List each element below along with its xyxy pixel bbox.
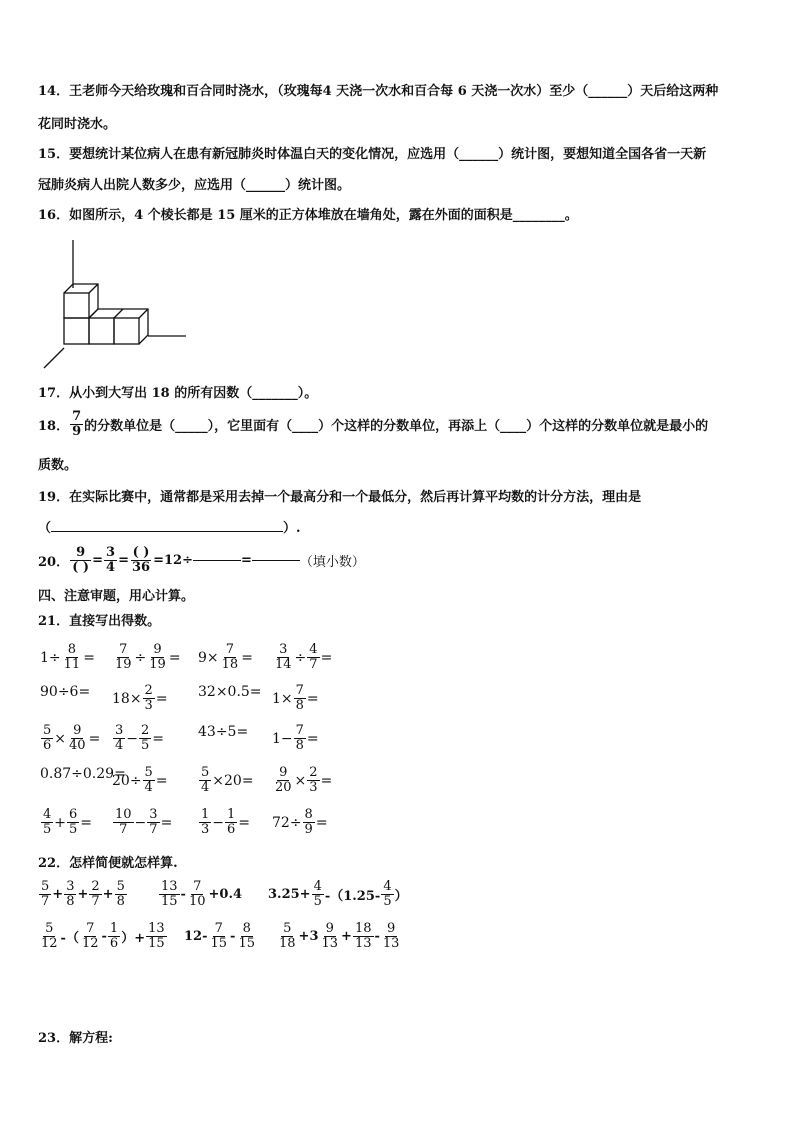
q22-e2 bbox=[158, 880, 242, 909]
q21-item-1-2 bbox=[112, 643, 181, 672]
q22-e5 bbox=[184, 922, 258, 951]
q21-item-4-3 bbox=[198, 766, 254, 795]
q20-blank1[interactable] bbox=[193, 560, 241, 561]
fraction: $\frac{9}{20}$ bbox=[275, 765, 292, 795]
expr-text: 1− bbox=[272, 730, 293, 747]
fraction: $\frac{8}{9}$ bbox=[304, 807, 313, 837]
expr-text: = bbox=[320, 772, 333, 789]
q18-line1 bbox=[38, 410, 708, 439]
q18-denominator: 9 bbox=[72, 424, 82, 439]
expr-text: = bbox=[320, 649, 333, 666]
q18-number: 18． bbox=[38, 419, 70, 434]
fraction: $\frac{5}{7}$ bbox=[41, 879, 50, 909]
expr-text: -（1.25- bbox=[324, 889, 381, 904]
q20-frac1-num: 9 bbox=[70, 546, 91, 561]
q20-eq2: = bbox=[118, 553, 129, 568]
expr-text: ÷ bbox=[294, 649, 307, 666]
expr-text: = bbox=[241, 649, 253, 666]
q20-line bbox=[38, 546, 365, 575]
expr-text: 20÷ bbox=[112, 772, 142, 789]
q15-line2: 冠肺炎病人出院人数多少，应选用（______）统计图。 bbox=[38, 178, 351, 193]
q21-item-4-4 bbox=[272, 766, 332, 795]
fraction: $\frac{3}{8}$ bbox=[66, 879, 75, 909]
fraction: $\frac{2}{5}$ bbox=[141, 723, 150, 753]
expr-text: - bbox=[101, 929, 107, 944]
fraction: $\frac{5}{4}$ bbox=[201, 765, 210, 795]
q22-e3 bbox=[268, 880, 408, 909]
fraction: $\frac{3}{4}$ bbox=[115, 723, 124, 753]
q22-e4 bbox=[38, 922, 168, 951]
fraction: $\frac{7}{19}$ bbox=[115, 642, 132, 672]
expr-text: = bbox=[238, 814, 251, 831]
expr-text: +0.4 bbox=[208, 887, 243, 902]
q20-frac3 bbox=[130, 546, 152, 575]
q20-eq1: = bbox=[92, 553, 104, 568]
fraction: $\frac{5}{18}$ bbox=[279, 921, 296, 951]
expr-text: = bbox=[155, 772, 168, 789]
q20-note: （填小数） bbox=[299, 555, 365, 570]
expr-text: - bbox=[180, 887, 186, 902]
expr-text: = bbox=[83, 649, 95, 666]
expr-text: × bbox=[294, 772, 307, 789]
q20-frac2-num: 3 bbox=[106, 545, 116, 560]
q21-title: 21．直接写出得数。 bbox=[38, 614, 161, 629]
expr-text: 90÷6= bbox=[40, 684, 91, 700]
q21-item-3-3 bbox=[198, 724, 248, 740]
fraction: $\frac{2}{3}$ bbox=[309, 765, 318, 795]
fraction: $\frac{8}{15}$ bbox=[238, 921, 255, 951]
section4-heading: 四、注意审题，用心计算。 bbox=[38, 589, 195, 604]
q20-frac2-den: 4 bbox=[106, 560, 116, 575]
fraction: $\frac{5}{8}$ bbox=[116, 879, 125, 909]
expr-text: + bbox=[298, 929, 310, 944]
fraction: $\frac{1}{3}$ bbox=[201, 807, 210, 837]
q22-e6 bbox=[276, 922, 402, 951]
fraction: $\frac{7}{18}$ bbox=[221, 642, 239, 672]
q21-item-5-4 bbox=[272, 808, 328, 837]
q20-frac2 bbox=[104, 546, 117, 575]
q21-item-3-2 bbox=[112, 724, 164, 753]
fraction: $\frac{9}{13}$ bbox=[321, 921, 339, 951]
q21-item-1-1 bbox=[40, 643, 95, 672]
expr-text: = bbox=[315, 814, 328, 831]
q23-title: 23．解方程: bbox=[38, 1031, 113, 1046]
expr-text: = bbox=[88, 730, 101, 747]
fraction: $\frac{13}{15}$ bbox=[161, 879, 178, 909]
q21-item-3-1 bbox=[40, 724, 100, 753]
expr-text: = bbox=[155, 690, 168, 707]
fraction: $\frac{8}{11}$ bbox=[63, 642, 81, 672]
fraction: $\frac{7}{10}$ bbox=[188, 879, 206, 909]
expr-text: 72÷ bbox=[272, 814, 302, 831]
q18-line2: 质数。 bbox=[38, 458, 78, 473]
expr-text: + bbox=[52, 887, 64, 902]
q19-open-paren: （ bbox=[38, 521, 52, 536]
expr-text: − bbox=[134, 814, 147, 831]
expr-text: = bbox=[306, 690, 319, 707]
fraction: $\frac{6}{5}$ bbox=[69, 807, 78, 837]
expr-text: ÷ bbox=[134, 649, 147, 666]
expr-text: = bbox=[306, 730, 319, 747]
expr-text: = bbox=[160, 814, 173, 831]
expr-text: ）+ bbox=[121, 931, 146, 946]
q21-item-5-3 bbox=[198, 808, 250, 837]
fraction: $\frac{9}{40}$ bbox=[69, 723, 86, 753]
fraction: $\frac{1}{6}$ bbox=[109, 921, 119, 951]
q21-item-2-1 bbox=[40, 684, 90, 700]
expr-text: 9× bbox=[198, 649, 219, 666]
q21-item-5-1 bbox=[40, 808, 92, 837]
fraction: $\frac{9}{19}$ bbox=[149, 642, 166, 672]
q20-frac1 bbox=[70, 546, 91, 575]
q19-answer-blank[interactable] bbox=[51, 531, 283, 532]
expr-text: 1× bbox=[272, 690, 293, 707]
q17-text: 17．从小到大写出 18 的所有因数（_______）。 bbox=[38, 386, 318, 401]
q20-frac1-den: ( ) bbox=[72, 560, 90, 575]
q21-item-2-4 bbox=[272, 684, 319, 713]
expr-text: ） bbox=[394, 889, 408, 904]
expr-text: 0.87÷0.29= bbox=[40, 766, 126, 782]
expr-text: - bbox=[230, 929, 236, 944]
fraction: $\frac{3}{14}$ bbox=[275, 642, 292, 672]
expr-text: = bbox=[168, 649, 181, 666]
q22-e1 bbox=[38, 880, 128, 909]
expr-text: − bbox=[212, 814, 225, 831]
q19-line2 bbox=[38, 521, 301, 537]
expr-text: × bbox=[54, 730, 67, 747]
fraction: $\frac{7}{15}$ bbox=[210, 921, 228, 951]
q18-fraction bbox=[70, 410, 83, 439]
fraction: $\frac{4}{7}$ bbox=[309, 642, 318, 672]
fraction: $\frac{3}{7}$ bbox=[149, 807, 158, 837]
fraction: $\frac{2}{7}$ bbox=[91, 879, 100, 909]
q21-item-3-4 bbox=[272, 724, 319, 753]
q20-number: 20． bbox=[38, 555, 70, 570]
q19-line1: 19．在实际比赛中，通常都是采用去掉一个最高分和一个最低分，然后再计算平均数的计分方法，理由是 bbox=[38, 490, 642, 505]
fraction: $\frac{5}{6}$ bbox=[43, 723, 52, 753]
fraction: $\frac{2}{3}$ bbox=[144, 683, 153, 713]
q20-eq3: = bbox=[240, 553, 252, 568]
fraction: $\frac{7}{8}$ bbox=[295, 683, 304, 713]
expr-text: + bbox=[77, 887, 89, 902]
expr-text: 18× bbox=[112, 690, 142, 707]
q20-frac3-num: ( ) bbox=[132, 545, 150, 560]
q21-item-5-2 bbox=[112, 808, 172, 837]
expr-text: − bbox=[126, 730, 139, 747]
q14-line2: 花同时浇水。 bbox=[38, 117, 117, 132]
q19-close-paren: ）. bbox=[283, 521, 301, 536]
fraction: $\frac{10}{7}$ bbox=[115, 807, 132, 837]
fraction: $\frac{9}{13}$ bbox=[382, 921, 400, 951]
expr-text: 3.25+ bbox=[268, 887, 311, 902]
fraction: $\frac{18}{13}$ bbox=[354, 921, 372, 951]
cubes-corner-figure bbox=[40, 240, 190, 370]
q21-item-1-4 bbox=[272, 643, 332, 672]
fraction: $\frac{4}{5}$ bbox=[43, 807, 52, 837]
q22-title: 22．怎样简便就怎样算. bbox=[38, 856, 178, 871]
q16-text: 16．如图所示，4 个棱长都是 15 厘米的正方体堆放在墙角处，露在外面的面积是________。 bbox=[38, 208, 578, 223]
q21-item-2-3 bbox=[198, 684, 262, 700]
fraction: $\frac{4}{5}$ bbox=[383, 879, 392, 909]
fraction: $\frac{4}{5}$ bbox=[313, 879, 322, 909]
expr-text: = bbox=[80, 814, 93, 831]
fraction: $\frac{5}{4}$ bbox=[144, 765, 153, 795]
expr-text: = bbox=[152, 730, 165, 747]
expr-text: -（ bbox=[60, 931, 79, 946]
fraction: $\frac{5}{12}$ bbox=[41, 921, 58, 951]
expr-text: 3 bbox=[309, 929, 319, 944]
expr-text: 12- bbox=[184, 929, 208, 944]
q15-line1: 15．要想统计某位病人在患有新冠肺炎时体温白天的变化情况，应选用（______）统计图，要想知道全国各省一天新 bbox=[38, 147, 707, 162]
q18-rest: 的分数单位是（_____），它里面有（____）个这样的分数单位，再添上（____）个这样的分数单位就是最小的 bbox=[84, 419, 709, 434]
expr-text: + bbox=[102, 887, 114, 902]
fraction: $\frac{7}{12}$ bbox=[81, 921, 99, 951]
expr-text: - bbox=[374, 929, 380, 944]
q20-blank2[interactable] bbox=[252, 560, 300, 561]
expr-text: + bbox=[54, 814, 67, 831]
expr-text: 32×0.5= bbox=[198, 684, 262, 700]
expr-text: 1÷ bbox=[40, 649, 61, 666]
expr-text: + bbox=[341, 929, 352, 944]
q14-line1: 14．王老师今天给玫瑰和百合同时浇水，（玫瑰每4 天浇一次水和百合每 6 天浇一次水）至少（______）天后给这两种 bbox=[38, 84, 719, 99]
q18-numerator: 7 bbox=[72, 409, 82, 424]
q20-division: =12÷ bbox=[153, 553, 193, 568]
q20-frac3-den: 36 bbox=[132, 560, 151, 575]
fraction: $\frac{13}{15}$ bbox=[148, 921, 165, 951]
expr-text: ×20= bbox=[212, 772, 254, 789]
q21-item-1-3 bbox=[198, 643, 253, 672]
q21-item-4-2 bbox=[112, 766, 168, 795]
expr-text: 43÷5= bbox=[198, 724, 249, 740]
fraction: $\frac{1}{6}$ bbox=[227, 807, 236, 837]
q21-item-2-2 bbox=[112, 684, 168, 713]
fraction: $\frac{7}{8}$ bbox=[295, 723, 304, 753]
